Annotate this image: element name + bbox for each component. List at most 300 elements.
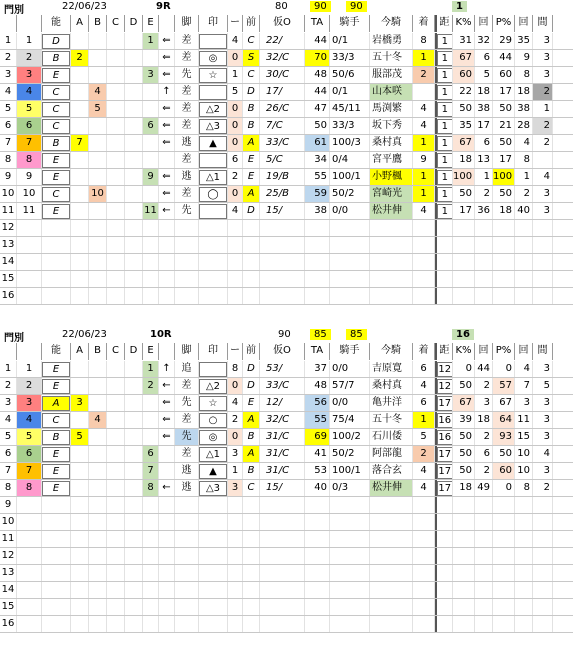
cell-ta-value: 55 — [314, 414, 327, 425]
cell-ta — [305, 616, 330, 632]
table-row[interactable] — [0, 169, 573, 186]
cell-kari-value: 32/C — [266, 52, 290, 63]
cell-shirushi — [199, 565, 228, 581]
cell-kyaku — [175, 288, 199, 304]
cell-ta-value: 61 — [314, 137, 327, 148]
table-row[interactable] — [0, 463, 573, 480]
cell-kai — [475, 50, 493, 66]
cell-n1-value: 3 — [4, 397, 12, 408]
cell-kai2 — [515, 548, 533, 564]
cell-chaku — [413, 599, 435, 615]
table-row[interactable] — [0, 378, 573, 395]
cell-pp-value: 60 — [499, 465, 512, 476]
cell-ta-value: 48 — [314, 69, 327, 80]
col-header-c: C — [107, 15, 125, 32]
cell-ma — [533, 84, 553, 100]
cell-n1-value: 7 — [4, 137, 12, 148]
cell-shirushi — [199, 463, 228, 479]
cell-kyori-value: 1 — [437, 68, 453, 83]
cell-kyori — [435, 378, 453, 394]
cell-kon — [370, 395, 413, 411]
cell-kyori — [435, 237, 453, 253]
cell-kai2-value: 4 — [523, 363, 530, 374]
cell-sp — [159, 203, 175, 219]
cell-kari — [260, 412, 305, 428]
cell-c — [107, 84, 125, 100]
col-header-kai: 回 — [475, 15, 493, 32]
cell-chaku — [413, 531, 435, 547]
cell-ma — [533, 429, 553, 445]
cell-kyori-value: 16 — [438, 415, 452, 426]
cell-n1 — [0, 565, 17, 581]
cell-dash-value: 0 — [231, 380, 239, 391]
cell-kyaku — [175, 548, 199, 564]
cell-kyaku-value: 逃 — [181, 171, 192, 182]
cell-d — [125, 135, 143, 151]
cell-dash — [228, 429, 243, 445]
col-header-ta: TA — [305, 15, 330, 32]
table-row[interactable] — [0, 237, 573, 254]
cell-chaku — [413, 361, 435, 377]
cell-kyori — [435, 186, 453, 202]
col-header-b: B — [89, 343, 107, 360]
cell-d — [125, 361, 143, 377]
cell-kon — [370, 84, 413, 100]
cell-sp-value: ⇐ — [162, 69, 171, 80]
cell-kyori — [435, 497, 453, 513]
cell-nou-value: E — [42, 170, 69, 185]
cell-n1-value: 6 — [4, 120, 12, 131]
col-header-d: D — [125, 15, 143, 32]
cell-ma — [533, 548, 553, 564]
cell-pp — [493, 395, 515, 411]
cell-ta-value: 70 — [314, 52, 327, 63]
cell-chaku-value: 1 — [420, 188, 427, 199]
cell-n2-value: 9 — [25, 171, 33, 182]
table-row[interactable] — [0, 135, 573, 152]
cell-kyori — [435, 203, 453, 219]
cell-chaku — [413, 186, 435, 202]
cell-shirushi — [199, 254, 228, 270]
cell-n2 — [17, 429, 42, 445]
cell-mae — [243, 203, 260, 219]
table-row[interactable] — [0, 33, 573, 50]
cell-n1 — [0, 288, 17, 304]
cell-shirushi — [199, 152, 228, 168]
table-row[interactable] — [0, 395, 573, 412]
cell-kai-value: 18 — [477, 414, 490, 425]
cell-kp-value: 17 — [459, 205, 472, 216]
cell-kyori-value: 1 — [437, 136, 453, 151]
cell-ta — [305, 271, 330, 287]
cell-kari — [260, 395, 305, 411]
cell-c — [107, 271, 125, 287]
cell-kai — [475, 582, 493, 598]
cell-kon-value: 亀井洋 — [372, 397, 402, 408]
cell-pp — [493, 582, 515, 598]
cell-ta-value: 53 — [314, 465, 327, 476]
top-value-d: 16 — [452, 329, 474, 340]
cell-shirushi-value: ☆ — [199, 68, 226, 83]
cell-ta — [305, 101, 330, 117]
cell-n1 — [0, 599, 17, 615]
cell-kai — [475, 548, 493, 564]
cell-kai2 — [515, 50, 533, 66]
cell-kp — [453, 395, 475, 411]
table-row[interactable] — [0, 446, 573, 463]
cell-kon — [370, 599, 413, 615]
cell-kyori-value: 12 — [438, 381, 452, 392]
cell-n1 — [0, 378, 17, 394]
race-date: 22/06/23 — [62, 329, 107, 340]
cell-n1-value: 16 — [1, 618, 15, 629]
cell-kon-value: 桑村真 — [372, 137, 402, 148]
col-header-sp — [159, 15, 175, 32]
table-row[interactable] — [0, 84, 573, 101]
cell-sp — [159, 50, 175, 66]
cell-kari — [260, 497, 305, 513]
cell-ma — [533, 169, 553, 185]
cell-kyori — [435, 395, 453, 411]
cell-a — [71, 203, 89, 219]
cell-sp — [159, 599, 175, 615]
cell-kari-value: 33/C — [266, 137, 290, 148]
cell-kp — [453, 254, 475, 270]
cell-c — [107, 135, 125, 151]
table-row[interactable] — [0, 616, 573, 633]
cell-kari-value: 26/C — [266, 103, 290, 114]
cell-n2 — [17, 203, 42, 219]
cell-kyaku — [175, 203, 199, 219]
cell-mae — [243, 599, 260, 615]
cell-a — [71, 50, 89, 66]
cell-pp — [493, 67, 515, 83]
cell-mae-value: E — [247, 171, 255, 182]
cell-shirushi-value: ○ — [199, 413, 226, 428]
table-row[interactable] — [0, 497, 573, 514]
venue-label: 門別 — [4, 333, 24, 344]
cell-kai2 — [515, 446, 533, 462]
cell-kyori — [435, 582, 453, 598]
col-header-b: B — [89, 15, 107, 32]
cell-d — [125, 497, 143, 513]
cell-c — [107, 463, 125, 479]
cell-kon — [370, 101, 413, 117]
cell-kai2 — [515, 480, 533, 496]
cell-kyaku — [175, 220, 199, 236]
cell-dash — [228, 118, 243, 134]
cell-nou — [42, 565, 71, 581]
cell-kishu — [330, 582, 370, 598]
cell-nou-value: A — [42, 396, 69, 411]
cell-mae-value: D — [247, 205, 255, 216]
cell-kp — [453, 118, 475, 134]
cell-n2 — [17, 446, 42, 462]
cell-b — [89, 67, 107, 83]
cell-b-value: 5 — [94, 103, 101, 114]
cell-e — [143, 616, 159, 632]
cell-chaku — [413, 514, 435, 530]
cell-kai2-value: 10 — [517, 448, 530, 459]
cell-kishu — [330, 514, 370, 530]
cell-e — [143, 361, 159, 377]
cell-sp-value: ⇐ — [162, 431, 171, 442]
entries-table — [0, 33, 573, 305]
cell-kishu-value: 100/1 — [332, 171, 361, 182]
cell-b — [89, 429, 107, 445]
cell-kyori — [435, 84, 453, 100]
cell-ta-value: 40 — [314, 482, 327, 493]
cell-b — [89, 271, 107, 287]
cell-chaku — [413, 254, 435, 270]
cell-ma — [533, 135, 553, 151]
cell-n2 — [17, 480, 42, 496]
cell-e — [143, 33, 159, 49]
table-row[interactable] — [0, 50, 573, 67]
cell-chaku — [413, 101, 435, 117]
cell-n2 — [17, 254, 42, 270]
table-row[interactable] — [0, 152, 573, 169]
cell-dash-value: 8 — [231, 363, 239, 374]
cell-sp — [159, 514, 175, 530]
table-row[interactable] — [0, 429, 573, 446]
cell-shirushi — [199, 412, 228, 428]
cell-n1-value: 9 — [4, 171, 12, 182]
cell-kyaku — [175, 514, 199, 530]
table-row[interactable] — [0, 480, 573, 497]
table-row[interactable] — [0, 186, 573, 203]
table-row[interactable] — [0, 254, 573, 271]
cell-pp — [493, 118, 515, 134]
cell-kishu-value: 45/11 — [332, 103, 361, 114]
cell-ta-value: 48 — [314, 380, 327, 391]
cell-mae-value: B — [247, 103, 255, 114]
cell-pp — [493, 463, 515, 479]
cell-d — [125, 395, 143, 411]
cell-sp-value: ⇐ — [162, 52, 171, 63]
cell-kyaku-value: 追 — [181, 363, 192, 374]
cell-n1-value: 11 — [1, 205, 15, 216]
cell-chaku-value: 4 — [420, 120, 427, 131]
cell-kp-value: 50 — [459, 431, 472, 442]
cell-e-value: 6 — [147, 448, 154, 459]
cell-kai2-value: 38 — [517, 103, 530, 114]
table-row[interactable] — [0, 582, 573, 599]
col-header-n1 — [0, 15, 17, 32]
cell-chaku-value: 6 — [420, 363, 427, 374]
cell-dash-value: 2 — [231, 171, 239, 182]
cell-c — [107, 67, 125, 83]
cell-pp — [493, 497, 515, 513]
cell-n1-value: 16 — [1, 290, 15, 301]
cell-shirushi-value: △1 — [199, 447, 226, 462]
cell-nou-value: E — [42, 379, 69, 394]
cell-sp-value: ↑ — [162, 363, 171, 374]
cell-kari — [260, 288, 305, 304]
cell-ma — [533, 203, 553, 219]
cell-sp — [159, 395, 175, 411]
col-header-kyaku: 脚 — [175, 15, 199, 32]
cell-kai-value: 49 — [477, 482, 490, 493]
cell-kyaku-value: 先 — [181, 431, 192, 442]
cell-ma — [533, 254, 553, 270]
top-value-b: 90 — [310, 1, 331, 12]
cell-kyori-value: 17 — [438, 449, 452, 460]
cell-kai2 — [515, 582, 533, 598]
table-row[interactable] — [0, 203, 573, 220]
cell-kai — [475, 497, 493, 513]
cell-shirushi-value: △2 — [199, 102, 226, 117]
cell-a — [71, 254, 89, 270]
cell-shirushi — [199, 599, 228, 615]
cell-n1 — [0, 254, 17, 270]
cell-kishu-value: 50/2 — [332, 448, 355, 459]
cell-kon-value: 阿部龍 — [372, 448, 402, 459]
cell-a — [71, 531, 89, 547]
cell-kon — [370, 497, 413, 513]
cell-kyori-value: 1 — [437, 102, 453, 117]
cell-sp — [159, 101, 175, 117]
cell-chaku — [413, 565, 435, 581]
cell-kyori — [435, 531, 453, 547]
race-header — [0, 328, 573, 343]
cell-mae-value: D — [247, 380, 255, 391]
cell-kyaku-value: 差 — [181, 86, 192, 97]
cell-n1-value: 2 — [4, 52, 12, 63]
cell-ma — [533, 378, 553, 394]
col-header-kp: K% — [453, 15, 475, 32]
cell-ma-value: 2 — [543, 482, 550, 493]
cell-nou-value: C — [42, 187, 69, 202]
cell-n2-value: 3 — [25, 397, 33, 408]
cell-kai-value: 6 — [483, 137, 490, 148]
table-row[interactable] — [0, 514, 573, 531]
cell-kari — [260, 463, 305, 479]
cell-d — [125, 446, 143, 462]
cell-n1-value: 1 — [4, 35, 12, 46]
cell-e — [143, 220, 159, 236]
cell-d — [125, 514, 143, 530]
cell-kyori-value: 1 — [437, 34, 453, 49]
cell-kai — [475, 271, 493, 287]
cell-ma — [533, 271, 553, 287]
cell-dash — [228, 254, 243, 270]
cell-c — [107, 616, 125, 632]
cell-a — [71, 33, 89, 49]
cell-pp — [493, 33, 515, 49]
table-row[interactable] — [0, 118, 573, 135]
cell-n1 — [0, 616, 17, 632]
cell-kari — [260, 152, 305, 168]
cell-c — [107, 361, 125, 377]
cell-c — [107, 203, 125, 219]
cell-mae — [243, 67, 260, 83]
cell-pp-value: 67 — [499, 397, 512, 408]
table-row[interactable] — [0, 288, 573, 305]
cell-kai2-value: 10 — [517, 465, 530, 476]
cell-d — [125, 33, 143, 49]
cell-mae-value: A — [247, 448, 255, 459]
cell-kai2-value: 9 — [523, 52, 530, 63]
cell-kai — [475, 135, 493, 151]
table-row[interactable] — [0, 361, 573, 378]
cell-shirushi — [199, 33, 228, 49]
table-row[interactable] — [0, 565, 573, 582]
cell-kai-value: 38 — [477, 103, 490, 114]
cell-kishu — [330, 429, 370, 445]
cell-ta — [305, 135, 330, 151]
cell-ta-value: 56 — [314, 397, 327, 408]
cell-kishu-value: 0/0 — [332, 205, 349, 216]
table-row[interactable] — [0, 599, 573, 616]
cell-n1-value: 14 — [1, 256, 15, 267]
cell-kyaku-value: 逃 — [181, 465, 192, 476]
table-row[interactable] — [0, 101, 573, 118]
cell-c — [107, 254, 125, 270]
cell-kai2 — [515, 203, 533, 219]
cell-sp — [159, 288, 175, 304]
cell-pp-value: 44 — [499, 52, 512, 63]
cell-mae — [243, 412, 260, 428]
cell-kp — [453, 446, 475, 462]
cell-b — [89, 254, 107, 270]
table-row[interactable] — [0, 531, 573, 548]
cell-kon — [370, 378, 413, 394]
cell-pp-value: 50 — [499, 137, 512, 148]
cell-n2 — [17, 84, 42, 100]
cell-n2 — [17, 33, 42, 49]
cell-ta — [305, 152, 330, 168]
table-row[interactable] — [0, 67, 573, 84]
table-row[interactable] — [0, 412, 573, 429]
cell-kyaku — [175, 497, 199, 513]
cell-kon-value: 五十冬 — [372, 52, 402, 63]
cell-kari — [260, 101, 305, 117]
cell-d — [125, 565, 143, 581]
cell-dash-value: 5 — [231, 86, 239, 97]
cell-mae — [243, 254, 260, 270]
cell-d — [125, 220, 143, 236]
cell-nou-value: E — [42, 362, 69, 377]
table-row[interactable] — [0, 548, 573, 565]
cell-n1 — [0, 582, 17, 598]
cell-n2-value: 1 — [25, 363, 33, 374]
cell-n1 — [0, 463, 17, 479]
col-header-kishu: 騎手 — [330, 343, 370, 360]
cell-kp — [453, 429, 475, 445]
cell-ta — [305, 582, 330, 598]
cell-nou-value: C — [42, 85, 69, 100]
cell-kishu-value: 33/3 — [332, 52, 355, 63]
cell-pp — [493, 186, 515, 202]
cell-dash-value: 4 — [231, 35, 239, 46]
table-row[interactable] — [0, 220, 573, 237]
cell-n2 — [17, 135, 42, 151]
cell-ta — [305, 429, 330, 445]
cell-a-value: 7 — [76, 137, 83, 148]
cell-mae — [243, 497, 260, 513]
table-row[interactable] — [0, 271, 573, 288]
cell-mae-value: E — [247, 397, 255, 408]
cell-d — [125, 582, 143, 598]
cell-b — [89, 169, 107, 185]
cell-kishu — [330, 531, 370, 547]
cell-ta — [305, 378, 330, 394]
cell-sp — [159, 463, 175, 479]
cell-dash-value: 0 — [231, 52, 239, 63]
col-header-shirushi: 印 — [199, 343, 228, 360]
cell-pp-value: 29 — [499, 35, 512, 46]
